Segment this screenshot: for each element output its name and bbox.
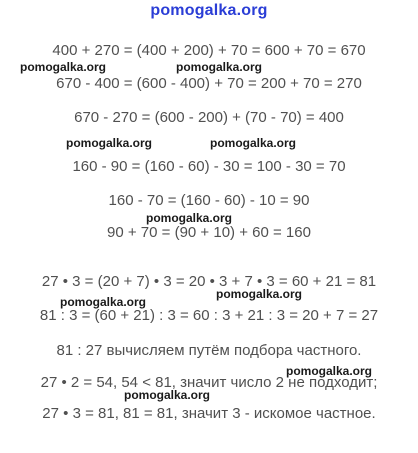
watermark: pomogalka.org (146, 211, 233, 225)
watermark: pomogalka.org (216, 287, 303, 301)
equation-line-8: 81 : 3 = (60 + 21) : 3 = 60 : 3 + 21 : 3 = 20 + 7 = 27 (39, 307, 379, 324)
watermark: pomogalka.org (20, 60, 107, 74)
text-line-2: 27 • 2 = 54, 54 < 81, значит число 2 не подходит; (40, 374, 378, 391)
site-header: pomogalka.org (150, 2, 268, 19)
equation-line-3: 670 - 270 = (600 - 200) + (70 - 70) = 400 (74, 109, 344, 126)
equation-line-7: 27 • 3 = (20 + 7) • 3 = 20 • 3 + 7 • 3 = 60 + 21 = 81 (41, 273, 377, 290)
equation-line-4: 160 - 90 = (160 - 60) - 30 = 100 - 30 = 70 (72, 158, 346, 175)
watermark: pomogalka.org (210, 136, 297, 150)
watermark: pomogalka.org (66, 136, 153, 150)
watermark: pomogalka.org (124, 388, 211, 402)
equation-line-5: 160 - 70 = (160 - 60) - 10 = 90 (108, 192, 310, 209)
equation-line-6: 90 + 70 = (90 + 10) + 60 = 160 (107, 224, 311, 241)
equation-line-1: 400 + 270 = (400 + 200) + 70 = 600 + 70 = 670 (52, 42, 366, 59)
text-line-3: 27 • 3 = 81, 81 = 81, значит 3 - искомое частное. (42, 405, 376, 422)
watermark: pomogalka.org (60, 295, 147, 309)
watermark: pomogalka.org (286, 364, 373, 378)
watermark: pomogalka.org (176, 60, 263, 74)
text-line-1: 81 : 27 вычисляем путём подбора частного. (56, 342, 362, 359)
equation-line-2: 670 - 400 = (600 - 400) + 70 = 200 + 70 = 270 (56, 75, 362, 92)
